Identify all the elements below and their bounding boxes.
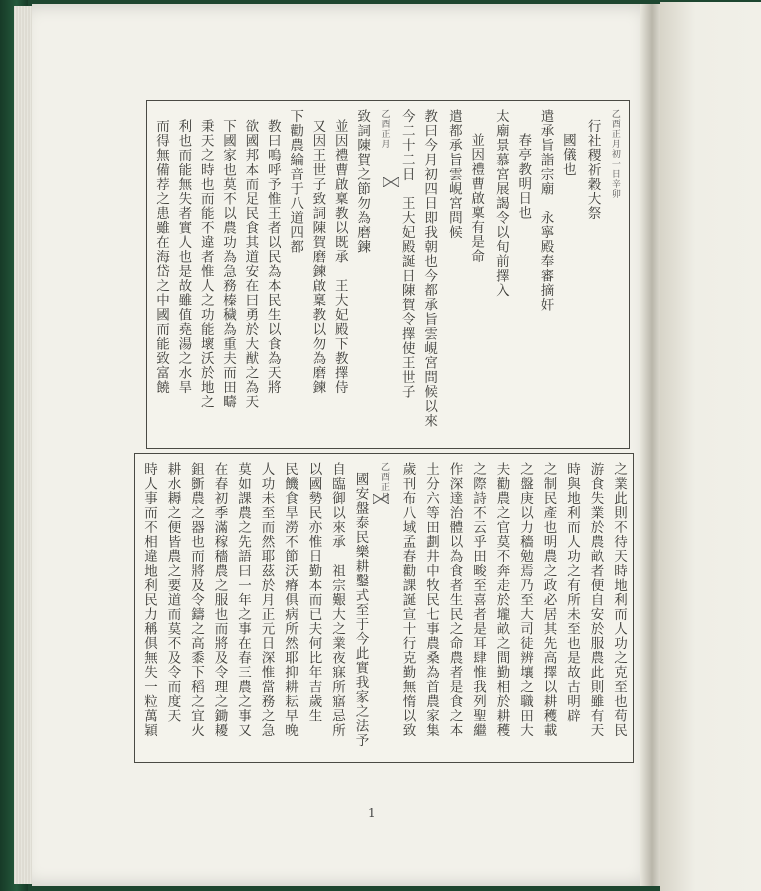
text-column: 乙酉正月 [379,109,390,149]
book-gutter [640,4,662,886]
text-column: 耕水耨之便皆農之要道而莫不及令而度天 [164,462,181,723]
text-column: 之際詩不云乎田畯至喜者是耳肆惟我列聖繼 [470,462,486,738]
text-column: 教曰今月初四日即我朝也今都承旨雲峴宮問候以來 [421,109,438,428]
fishtail-mark-icon [383,177,399,187]
text-column: 人功未至而然耶茲於月正元日深惟當務之急 [258,462,275,738]
text-column: 乙酉正月 [379,462,389,502]
text-column: 之業此則不待天時地利而人功之克至也苟民 [611,462,627,738]
upper-text-block [146,100,630,449]
text-column: 國安盤泰民樂耕鑿式至于今此實我家之法予 [352,472,369,748]
text-column: 民饑食旱澇不節沃瘠俱病所然耶抑耕耘早晚 [282,462,298,738]
text-column: 土分六等田劃井中牧民七事農桑為首農家集 [423,462,439,738]
page-number: 1 [368,806,376,820]
text-column: 春亭教明日也 [515,133,532,220]
text-column: 游食失業於農畝者便自安於服農此則雖有天 [587,462,604,738]
text-column: 致詞陳賀之節勿為磨鍊 [354,109,371,254]
text-column: 太廟景慕宮展謁令以旬前擇入 [492,109,509,298]
text-column: 下勸農綸音于八道四都 [287,109,304,254]
text-column: 遣承旨詣宗廟 永寧殿奉審摘奸 [537,109,554,312]
text-column: 行社稷祈穀大祭 [584,119,601,221]
text-column: 秉天之時也而能不違者惟人之功能壞沃於地之 [197,119,214,409]
text-column: 利也而能無失者實人也是故雖值堯湯之水旱 [175,119,192,395]
text-column: 時人事而不相違地利民力稱俱無失一粒萬穎 [141,462,157,738]
right-page [660,2,761,891]
text-column: 夫勸農之官莫不奔走於壠畝之間勤相於耕穫 [493,462,510,738]
text-column: 又因王世子致詞陳賀磨鍊啟稟教以勿為磨鍊 [309,119,326,395]
text-column: 莫如課農之先語曰一年之事在春三農之事又 [235,462,251,738]
text-column: 在春初季滿稼穡農之服也而將及令理之鋤耰 [211,462,228,738]
text-column: 自臨御以來承 祖宗艱大之業夜寐所寤忌所 [329,462,345,738]
text-column: 下國家也莫不以農功為急務榛穢為重夫而田疇 [220,119,237,409]
upper-text-columns [151,105,625,444]
text-column: 作深達治體以為食者生民之命農者是食之本 [446,462,463,738]
text-column: 並因禮曹啟稟有是命 [468,133,485,264]
text-column: 遣都承旨雲峴宮問候 [445,109,462,240]
fishtail-mark-icon [373,494,389,504]
text-column: 時與地利而人功之有所未至也是故古明辟 [564,462,580,723]
text-column: 以國勢民亦惟日勤本而已夫何比年吉歲生 [305,462,322,723]
text-column: 欲國邦本而足民食其道安在曰勇於大猷之為天 [242,119,259,409]
text-column: 乙酉正月初一日辛卯 [609,109,620,199]
text-column: 而得無備荐之患雖在海岱之中國而能致富饒 [153,119,169,395]
text-column: 並因禮曹啟稟教以既承 王大妃殿下教擇侍 [331,119,348,395]
text-column: 歲刊布八域孟春勸課誕宣十行克勤無惰以致 [399,462,416,738]
text-column: 鉏斵農之器也而將及令鑄之高黍下稻之宜火 [188,462,204,738]
text-column: 教曰嗚呼予惟王者以民為本民生以食為天將 [264,119,281,395]
text-column: 今二十二日 王大妃殿誕日陳賀令擇使王世子 [398,109,415,399]
text-column: 之制民產也明農之政必居其先高擇以耕穫載 [540,462,557,738]
text-column: 國儀也 [559,133,576,177]
lower-text-block [134,453,634,763]
text-column: 之盤庚以力穡勉焉乃至大司徒辨壤之職田大 [517,462,533,738]
